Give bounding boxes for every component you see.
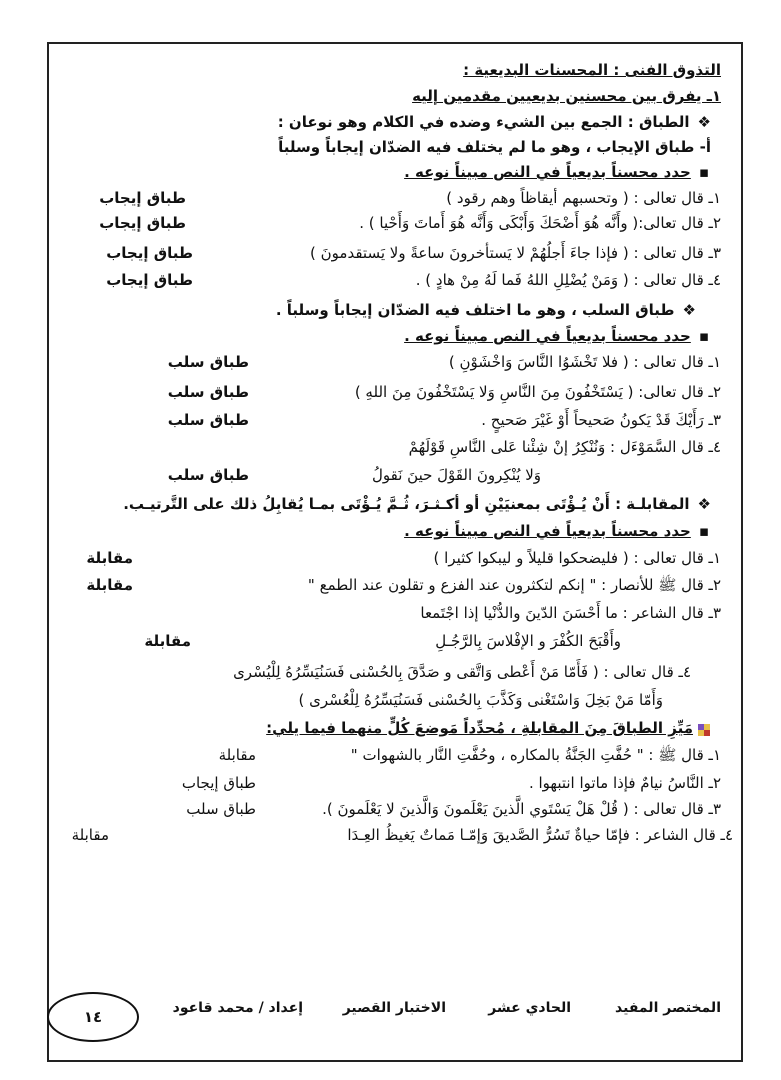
q3-item-2: ٢ـ قال ﷺ للأنصار : " إنكم لتكثرون عند الفزع و تقلون عند الطمع " [307, 576, 721, 594]
q4-item-3: ٣ـ قال تعالى : ( قُلْ هَلْ يَسْتَوي الَّذينَ يَعْلَمونَ وَالَّذينَ لا يَعْلَمونَ ). [322, 800, 721, 818]
q2-item-4-line-2: وَلا يُنْكِرونَ القَوْلَ حينَ نَقولُ [372, 466, 541, 484]
q1-item-4: ٤ـ قال تعالى : ( وَمَنْ يُضْلِلِ اللهُ فَما لَهُ مِنْ هادٍ ) . [415, 271, 721, 289]
tibaq-ijab-definition: أ- طباق الإيجاب ، وهو ما لم يختلف فيه الضدّان إيجاباً وسلباً [278, 138, 711, 156]
q2-item-2: ٢ـ قال تعالى: ( يَسْتَخْفُونَ مِنَ النَّاسِ وَلا يَسْتَخْفُونَ مِنَ اللهِ ) [354, 383, 721, 401]
q3-answer-2: مقابلة [86, 576, 133, 594]
q3-item-3: ٣ـ قال الشاعر : ما أَحْسَنَ الدّينَ والدُّنْيا إذا اجْتَمعا [420, 604, 721, 622]
muqabala-definition: ❖المقابلـة : أَنْ يُـؤْتَى بمعنيَيْنِ أو أكـثـرَ، ثُـمَّ يُـؤْتَى بمـا يُقابِلُ ذلك على التَّرتيـب. [123, 495, 711, 513]
q2-answer-3: طباق سلب [167, 411, 249, 429]
q4-answer-2: طباق إيجاب [181, 774, 256, 792]
q2-answer-1: طباق سلب [167, 353, 249, 371]
task-2: ▪حدد محسناً بديعياً في النص مبيناً نوعه . [404, 327, 709, 345]
q4-answer-1: مقابلة [218, 746, 256, 764]
q1-answer-4: طباق إيجاب [106, 271, 193, 289]
q2-answer-4: طباق سلب [167, 466, 249, 484]
q4-item-4: ٤ـ قال الشاعر : فإمّا حياةٌ تَسُرُّ الصَّديقَ وَإمّـا مَماتٌ يَغيظُ العِـدَا [347, 826, 733, 844]
q3-item-1: ١ـ قال تعالى : ( فليضحكوا قليلاً و ليبكوا كثيرا ) [433, 549, 721, 567]
q4-answer-4: مقابلة [71, 826, 109, 844]
q2-item-3: ٣ـ رَأَيْكَ قَدْ يَكونُ صَحيحاً أَوْ غَيْرَ صَحيحٍ . [481, 411, 721, 429]
q2-item-4: ٤ـ قال السَّمَوْءَل : وَنُنْكِرُ إنْ شِئْنا عَلى النَّاسِ قَوْلَهُمْ [408, 438, 721, 456]
q3-answer-3: مقابلة [144, 632, 191, 650]
q2-answer-2: طباق سلب [167, 383, 249, 401]
q1-item-3: ٣ـ قال تعالى : ( فإذا جاءَ أَجلُهُمْ لا يَستأخرونَ ساعةً ولا يَستقدمونَ ) [310, 244, 721, 262]
q4-item-1: ١ـ قال ﷺ : " حُفَّتِ الجَنَّةُ بالمكاره ، وحُفَّتِ النَّار بالشهوات " [350, 746, 721, 764]
footer-grade: الحادي عشر [488, 1000, 571, 1016]
diamond-bullet-icon: ❖ [682, 301, 696, 319]
pointer-hand-icon [698, 721, 710, 733]
task-3: ▪حدد محسناً بديعياً في النص مبيناً نوعه . [404, 522, 709, 540]
page-number: ١٤ [47, 992, 139, 1042]
q3-item-4: ٤ـ قال تعالى : ( فَأَمّا مَنْ أَعْطى وَاتَّقى و صَدَّقَ بِالحُسْنى فَسَنُيَسِّرُهُ لِلْيُسْرى [233, 663, 691, 681]
q1-item-2: ٢ـ قال تعالى:( وأَنَّه هُوَ أَضْحَكَ وَأَبْكَى وَأَنَّه هُوَ أَماتَ وَأَحْيا ) . [359, 214, 721, 232]
footer-test: الاختبار القصير [342, 1000, 446, 1016]
square-bullet-icon: ▪ [698, 327, 709, 345]
diamond-bullet-icon: ❖ [697, 495, 711, 513]
objective-line: ١ـ يفرق بين محسنين بديعيين مقدمين إليه [412, 87, 721, 105]
q4-item-2: ٢ـ النَّاسُ نيامٌ فإذا ماتوا انتبهوا . [528, 774, 721, 792]
q1-answer-2: طباق إيجاب [99, 214, 186, 232]
task-1: ▪حدد محسناً بديعياً في النص مبيناً نوعه . [404, 163, 709, 181]
q1-answer-1: طباق إيجاب [99, 189, 186, 207]
q2-item-1: ١ـ قال تعالى : ( فلا تَخْشَوُا النَّاسَ وَاخْشَوْنِ ) [448, 353, 721, 371]
q3-item-3-line-2: وأَقْبَحَ الكُفْرَ و الإفْلاسَ بِالرَّجُـلِ [435, 632, 621, 650]
q1-item-1: ١ـ قال تعالى : ( وتحسبهم أيقاظاً وهم رقود ) [446, 189, 721, 207]
square-bullet-icon: ▪ [698, 163, 709, 181]
footer-book: المختصر المفيد [615, 1000, 721, 1016]
page-heading: التذوق الفنى : المحسنات البديعية : [463, 61, 721, 79]
q4-answer-3: طباق سلب [186, 800, 256, 818]
tibaq-definition: ❖الطباق : الجمع بين الشيء وضده في الكلام وهو نوعان : [277, 113, 711, 131]
tibaq-salb-definition: ❖طباق السلب ، وهو ما اختلف فيه الضدّان إيجاباً وسلباً . [275, 301, 696, 319]
task-4: مَيِّزِ الطباقَ مِنَ المقابلةِ ، مُحدِّداً مَوضعَ كُلٍّ منهما فيما يلي: [266, 719, 693, 737]
square-bullet-icon: ▪ [698, 522, 709, 540]
footer-author: إعداد / محمد قاعود [172, 1000, 303, 1016]
q3-answer-1: مقابلة [86, 549, 133, 567]
q3-item-4-line-2: وَأَمّا مَنْ بَخِلَ وَاسْتَغْنى وَكَذَّبَ بِالحُسْنى فَسَنُيَسِّرُهُ لِلْعُسْرى ) [298, 691, 663, 709]
q1-answer-3: طباق إيجاب [106, 244, 193, 262]
diamond-bullet-icon: ❖ [697, 113, 711, 131]
